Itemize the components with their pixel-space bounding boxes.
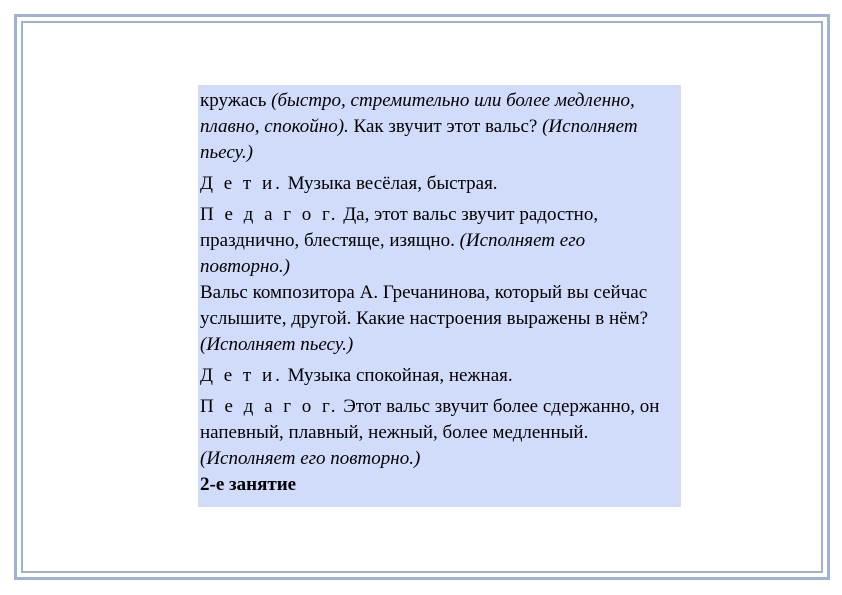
text-span: Да, этот вальс звучит радостно, празднично, блестяще, изящно. [200, 204, 599, 251]
italic-span: (Исполняет пьесу.) [200, 116, 638, 163]
speaker-label: Д е т и. [200, 365, 283, 386]
slide-text-box [198, 85, 681, 507]
paragraph-teacher-1 [200, 202, 679, 280]
italic-span: (Исполняет его повторно.) [200, 448, 421, 469]
text-span: Как звучит этот вальс? [348, 116, 543, 137]
text-span: кружась [200, 90, 272, 111]
text-span: Музыка спокойная, нежная. [282, 365, 513, 386]
text-span: Этот вальс звучит более сдержанно, он напевный, плавный, нежный, более медленный. [200, 396, 660, 443]
speaker-label: П е д а г о г. [200, 204, 339, 225]
speaker-label: П е д а г о г. [200, 396, 339, 417]
lesson-heading: 2-е занятие [200, 474, 297, 495]
italic-span: (Исполняет пьесу.) [200, 334, 354, 355]
paragraph-grechaninov [200, 280, 679, 358]
paragraph-teacher-2 [200, 394, 679, 472]
text-span: Вальс композитора А. Гречанинова, который вы сейчас услышите, другой. Какие настроения выражены в нём? [200, 282, 649, 329]
paragraph-children-2 [200, 363, 679, 389]
italic-span: (быстро, стремительно или более медленно, плавно, спокойно). [200, 90, 635, 137]
paragraph-intro [200, 88, 679, 166]
speaker-label: Д е т и. [200, 173, 283, 194]
italic-span: (Исполняет его повторно.) [200, 230, 586, 277]
paragraph-children-1 [200, 171, 679, 197]
text-span: Музыка весёлая, быстрая. [282, 173, 498, 194]
